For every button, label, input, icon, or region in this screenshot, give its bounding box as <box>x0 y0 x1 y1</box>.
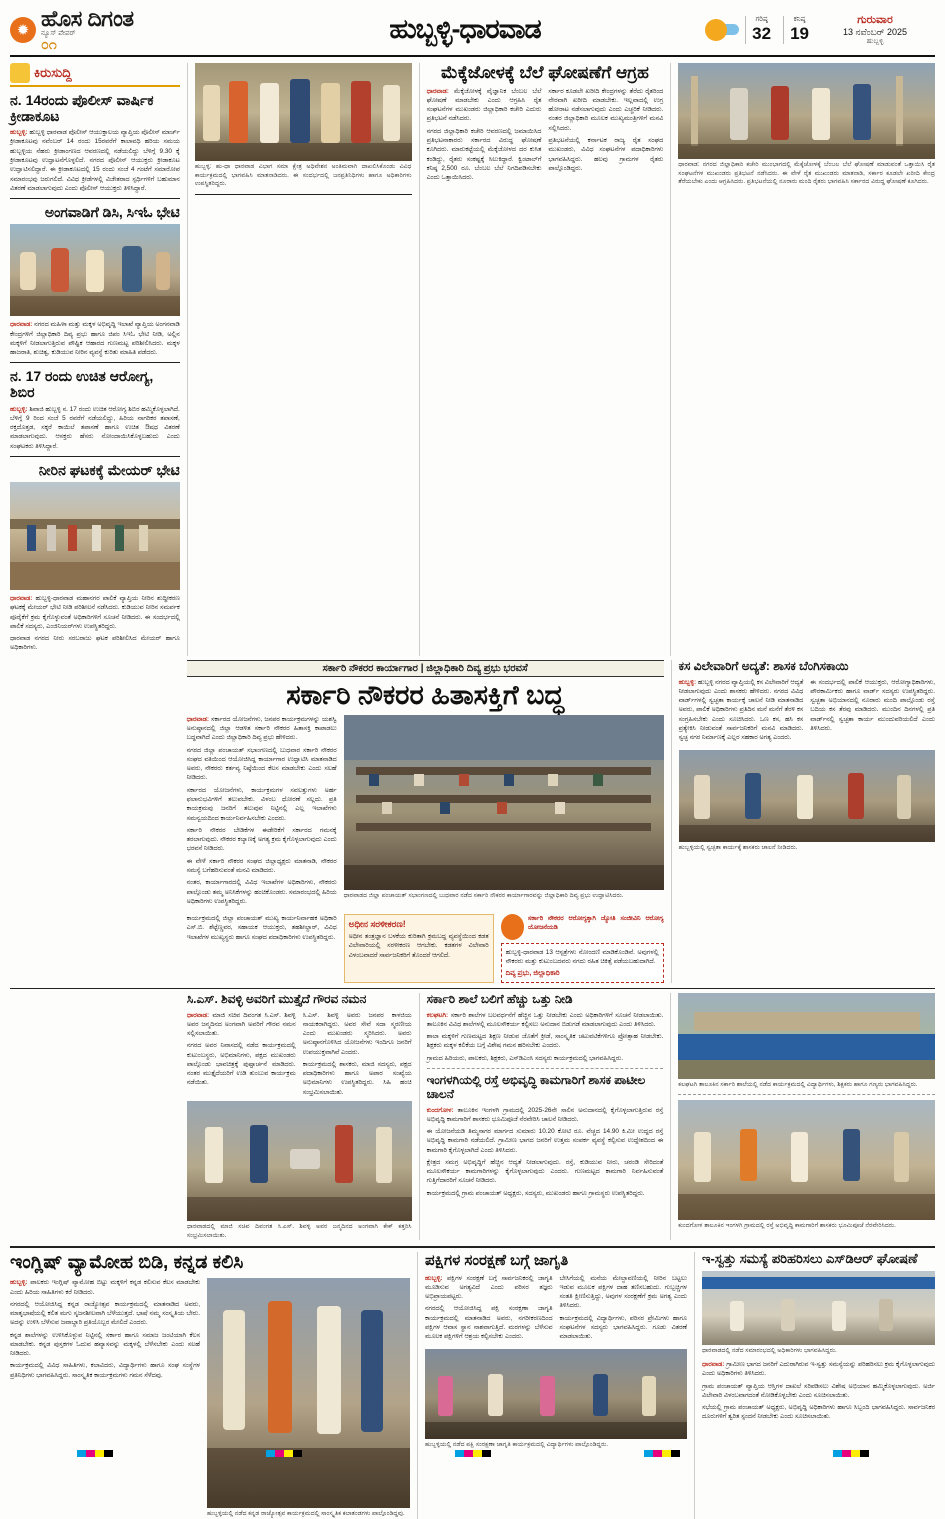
brief-4-body <box>10 594 180 653</box>
lead-band-spacer <box>10 660 180 983</box>
max-temp-value: 32 <box>752 23 772 43</box>
road-para-3: ಕ್ಷೇತ್ರದ ಸಮಗ್ರ ಅಭಿವೃದ್ಧಿಗೆ ಹೆಚ್ಚಿನ ಆದ್ಯತೆ ನೀಡಲಾಗುವುದು. ರಸ್ತೆ, ಕುಡಿಯುವ ನೀರು, ಚರಂಡಿ ಸೇರಿದಂತೆ ಮೂಲಸೌಕರ್ಯ ಕಾಮಗಾರಿಗಳನ್ನು ಕೈಗೊಳ್ಳಲಾಗುವುದು ಎಂದರು. ಗುಣಮಟ್ಟದ ಕಾಮಗಾರಿ ನಿರ್ವಹಿಸುವಂತೆ ಗುತ್ತಿಗೆದಾರರಿಗೆ ಸೂಚನೆ ನೀಡಿದರು. <box>426 1158 664 1185</box>
lead-story-col-a <box>195 200 412 286</box>
lead-story-text-left <box>187 715 337 909</box>
lead-para-1: ಸರ್ಕಾರದ ಯೋಜನೆಗಳು, ಜನಪರ ಕಾರ್ಯಕ್ರಮಗಳನ್ನು ಯಶಸ್ವಿ ಅನುಷ್ಠಾನದಲ್ಲಿ ಜಿಲ್ಲಾ ಆಡಳಿತ ಸರ್ಕಾರಿ ನೌಕರರ ಹಿತಾಸಕ್ತಿ ಕಾಪಾಡಲು ಬದ್ಧವಾಗಿದೆ ಎಂದು ಜಿಲ್ಲಾಧಿಕಾರಿ ದಿವ್ಯ ಪ್ರಭು ಹೇಳಿದರು. <box>186 715 337 742</box>
publication-date: 13 ನವೆಂಬರ್ 2025 <box>843 26 907 37</box>
shivalli-para-1: ಮಾಜಿ ಸಚಿವ ದಿವಂಗತ ಸಿ.ಎಸ್. ಶಿವಳ್ಳಿ ಅವರ ಜನ್ಮದಿನದ ಅಂಗವಾಗಿ ಅವರಿಗೆ ಗೌರವ ನಮನ ಸಲ್ಲಿಸಲಾಯಿತು. <box>186 1011 296 1038</box>
callout-title: ಅಧೀನ ಸರಳೀಕರಣ! <box>348 919 406 930</box>
lead-subnote-text: ಕಾರ್ಯಕ್ರಮದಲ್ಲಿ ಜಿಲ್ಲಾ ಪಂಚಾಯತ್ ಮುಖ್ಯ ಕಾರ್ಯನಿರ್ವಾಹಕ ಅಧಿಕಾರಿ ಎಸ್.ಬಿ. ಶೆಟ್ಟೆಣ್ಣವರ, ಸಹಾಯಕ ಆಯುಕ್ತರು, ತಹಶೀಲ್ದಾರ್, ವಿವಿಧ ಇಲಾಖೆಗಳ ಮುಖ್ಯಸ್ಥರು ಹಾಗೂ ಸಂಘದ ಪದಾಧಿಕಾರಿಗಳು ಉಪಸ್ಥಿತರಿದ್ದರು. <box>186 915 337 941</box>
protest-photo <box>678 63 935 159</box>
lead-story-dateline: ಧಾರವಾಡ: <box>186 715 209 723</box>
road-para-1: ತಾಲೂಕಿನ ಇಂಗಳಗಿ ಗ್ರಾಮದಲ್ಲಿ 2025-26ನೇ ಸಾಲಿನ ಅನುದಾನದಲ್ಲಿ ಕೈಗೊಳ್ಳಲಾಗುತ್ತಿರುವ ರಸ್ತೆ ಅಭಿವೃದ್ಧಿ ಕಾಮಗಾರಿಗೆ ಶಾಸಕರು ಭೂಮಿಪೂಜೆ ನೆರವೇರಿಸಿ ಚಾಲನೆ ನೀಡಿದರು. <box>426 1106 664 1123</box>
brief-2-dateline: ಧಾರವಾಡ: <box>10 321 33 329</box>
school-headline: ಸರ್ಕಾರಿ ಶಾಲೆ ಬಲಿಗೆ ಹೆಚ್ಚು ಒತ್ತು ನೀಡಿ <box>426 991 573 1006</box>
kirusuddi-title: ಕಿರುಸುದ್ದಿ <box>34 65 72 80</box>
brief-4-text: ಹುಬ್ಬಳ್ಳಿ-ಧಾರವಾಡ ಮಹಾನಗರ ಪಾಲಿಕೆ ವ್ಯಾಪ್ತಿಯ ನೀರಿನ ಶುದ್ಧೀಕರಣ ಘಟಕಕ್ಕೆ ಮೇಯರ್ ಭೇಟಿ ನೀಡಿ ಪರಿಶೀಲನೆ ನಡೆಸಿದರು. ಕುಡಿಯುವ ನೀರಿನ ಸಮರ್ಪಕ ಪೂರೈಕೆಗೆ ಕ್ರಮ ಕೈಗೊಳ್ಳುವಂತೆ ಅಧಿಕಾರಿಗಳಿಗೆ ಸೂಚನೆ ನೀಡಿದರು. ಈ ಸಂದರ್ಭದಲ್ಲಿ ಪಾಲಿಕೆ ಸದಸ್ಯರು, ಎಂಜಿನಿಯರ್‌ಗಳು ಉಪಸ್ಥಿತರಿದ್ದರು. <box>10 595 180 630</box>
date-block <box>815 14 935 46</box>
kannada-headline: ಇಂಗ್ಲಿಷ್ ವ್ಯಾಮೋಹ ಬಿಡಿ, ಕನ್ನಡ ಕಲಿಸಿ <box>10 1252 244 1274</box>
max-temp-label: ಗರಿಷ್ಠ <box>755 15 768 23</box>
brief-story-2 <box>10 204 180 357</box>
lead-story-headline: ಸರ್ಕಾರಿ ನೌಕರರ ಹಿತಾಸಕ್ತಿಗೆ ಬದ್ಧ <box>286 679 564 710</box>
birds-para-1: ಪಕ್ಷಿಗಳ ಸಂರಕ್ಷಣೆ ಬಗ್ಗೆ ಸಾರ್ವಜನಿಕರಲ್ಲಿ ಜಾಗೃತಿ ಮೂಡಿಸುವ ಅಗತ್ಯವಿದೆ ಎಂದು ಪರಿಸರ ತಜ್ಞರು ಅಭಿಪ್ರಾಯಪಟ್ಟರು. <box>425 1274 553 1301</box>
shivalli-para-3: ಸಿ.ಎಸ್. ಶಿವಳ್ಳಿ ಅವರು ಜನಪರ ಕಾಳಜಿಯ ನಾಯಕರಾಗಿದ್ದರು. ಅವರ ಸೇವೆ ಸದಾ ಸ್ಮರಣೀಯ ಎಂದು ಮುಖಂಡರು ಸ್ಮರಿಸಿದರು. ಅವರು ಅನುಷ್ಠಾನಗೊಳಿಸಿದ ಯೋಜನೆಗಳು ಇಂದಿಗೂ ಜನರಿಗೆ ಉಪಯುಕ್ತವಾಗಿವೆ ಎಂದರು. <box>302 1011 412 1056</box>
waste-body-a <box>679 678 804 746</box>
brief-4-caption: ಧಾರವಾಡ ನಗರದ ನೀರು ಸರಬರಾಜು ಘಟಕ ಪರಿಶೀಲಿಸಿದ ಮೇಯರ್ ಹಾಗೂ ಅಧಿಕಾರಿಗಳು. <box>10 635 180 652</box>
waste-body-b <box>810 678 935 746</box>
lead-story-photo-caption: ಧಾರವಾಡದ ಜಿಲ್ಲಾ ಪಂಚಾಯತ್ ಸಭಾಂಗಣದಲ್ಲಿ ಬುಧವಾರ ನಡೆದ ಸರ್ಕಾರಿ ನೌಕರರ ಕಾರ್ಯಾಗಾರವನ್ನು ಜಿಲ್ಲಾಧಿಕಾರಿ ದಿವ್ಯ ಪ್ರಭು ಉದ್ಘಾಟಿಸಿದರು. <box>343 891 624 899</box>
eswattu-para-3: ಸಭೆಯಲ್ಲಿ ಗ್ರಾಮ ಪಂಚಾಯತ್ ಅಧ್ಯಕ್ಷರು, ಅಭಿವೃದ್ಧಿ ಅಧಿಕಾರಿಗಳು ಹಾಗೂ ಸಿಬ್ಬಂದಿ ಭಾಗವಹಿಸಿದ್ದರು. ಸಾರ್ವಜನಿಕರ ದೂರುಗಳಿಗೆ ತ್ವರಿತ ಸ್ಪಂದನೆ ನೀಡಬೇಕು ಎಂದು ಸೂಚಿಸಲಾಯಿತು. <box>702 1404 935 1421</box>
bottom-story-c <box>694 1252 935 1519</box>
waste-text-b: ಈ ಸಂದರ್ಭದಲ್ಲಿ ಪಾಲಿಕೆ ಆಯುಕ್ತರು, ಆರೋಗ್ಯಾಧಿಕಾರಿಗಳು, ಪೌರಕಾರ್ಮಿಕರು ಹಾಗೂ ವಾರ್ಡ್ ಸದಸ್ಯರು ಉಪಸ್ಥಿತರಿದ್ದರು. ಸ್ವಚ್ಛತಾ ಅಭಿಯಾನದಲ್ಲಿ ನೂರಾರು ಮಂದಿ ಪಾಲ್ಗೊಂಡು ರಸ್ತೆ ಬದಿಯ ಕಸ ತೆರವು ಮಾಡಿದರು. ಮುಂದಿನ ದಿನಗಳಲ್ಲಿ ಪ್ರತಿ ವಾರ್ಡ್‌ನಲ್ಲಿ ಸ್ವಚ್ಛತಾ ಕಾರ್ಯ ಮುಂದುವರಿಯಲಿದೆ ಎಂದು ತಿಳಿಸಿದರು. <box>810 678 935 732</box>
school-photo <box>678 993 935 1079</box>
publication-name: ಹೊಸ ದಿಗಂತ <box>41 6 134 31</box>
brief-story-4 <box>10 462 180 653</box>
middle-spacer <box>10 993 180 1241</box>
waste-headline: ಕಸ ವಿಲೇವಾರಿಗೆ ಅದ್ಯತೆ: ಶಾಸಕ ಬೆಂಗಿಸಕಾಯಿ <box>678 658 849 673</box>
col4-waste-story <box>671 660 935 983</box>
page-number: ೦೧ <box>41 36 57 52</box>
top-event-photo <box>195 63 412 161</box>
column-two <box>187 63 412 656</box>
min-temp <box>783 16 815 44</box>
eswattu-photo <box>702 1271 935 1345</box>
lead-para-6: ನಂತರ, ಕಾರ್ಯಾಗಾರದಲ್ಲಿ ವಿವಿಧ ಇಲಾಖೆಗಳ ಅಧಿಕಾರಿಗಳು, ನೌಕರರು ಪಾಲ್ಗೊಂಡು ತಮ್ಮ ಅನಿಸಿಕೆಗಳನ್ನು ಹಂಚಿಕೊಂಡರು. ಸಮಾರಂಭದಲ್ಲಿ ಹಿರಿಯ ಅಧಿಕಾರಿಗಳು ಉಪಸ್ಥಿತರಿದ್ದರು. <box>186 879 337 905</box>
road-para-2: ಈ ಯೋಜನೆಯಡಿ ತಿಮ್ಮಸಾಗರ ಮಾರ್ಗದ ಸುಮಾರು 10.20 ಕೋಟಿ ರೂ. ವೆಚ್ಚದ 14.90 ಕಿ.ಮೀ ಉದ್ದದ ರಸ್ತೆ ಅಭಿವೃದ್ಧಿ ಕಾಮಗಾರಿ ನಡೆಯಲಿದೆ. ಗ್ರಾಮೀಣ ಭಾಗದ ಜನರಿಗೆ ಉತ್ತಮ ಸಂಪರ್ಕ ವ್ಯವಸ್ಥೆ ಕಲ್ಪಿಸುವ ಉದ್ದೇಶದಿಂದ ಈ ಕಾಮಗಾರಿ ಕೈಗೊಳ್ಳಲಾಗಿದೆ ಎಂದು ತಿಳಿಸಿದರು. <box>426 1128 664 1154</box>
shivalli-headline: ಸಿ.ಎಸ್. ಶಿವಳ್ಳಿ ಅವರಿಗೆ ಮುತ್ತೈದೆ ಗೌರವ ನಮನ <box>186 991 367 1006</box>
city-label: ಹುಬ್ಬಳ್ಳಿ <box>866 37 884 45</box>
kannada-para-1: ಪಾಲಕರು ಇಂಗ್ಲಿಷ್ ವ್ಯಾಮೋಹ ಬಿಟ್ಟು ಮಕ್ಕಳಿಗೆ ಕನ್ನಡ ಕಲಿಸುವ ಕೆಲಸ ಮಾಡಬೇಕು ಎಂದು ಹಿರಿಯ ಸಾಹಿತಿಗಳು ಕರೆ ನೀಡಿದರು. <box>10 1279 200 1296</box>
road-photo-caption: ಕುಂದಗೋಳ ತಾಲೂಕಿನ ಇಂಗಳಗಿ ಗ್ರಾಮದಲ್ಲಿ ರಸ್ತೆ ಅಭಿವೃದ್ಧಿ ಕಾಮಗಾರಿಗೆ ಶಾಸಕರು ಭೂಮಿಪೂಜೆ ನೆರವೇರಿಸಿದರು. <box>678 1222 896 1230</box>
min-temp-value: 19 <box>790 23 809 43</box>
lead-para-5: ಈ ವೇಳೆ ಸರ್ಕಾರಿ ನೌಕರರ ಸಂಘದ ಜಿಲ್ಲಾಧ್ಯಕ್ಷರು ಮಾತನಾಡಿ, ನೌಕರರ ಸಮಸ್ಯೆ ಬಗೆಹರಿಸುವಂತೆ ಮನವಿ ಮಾಡಿದರು. <box>186 857 337 875</box>
shivalli-para-2: ನಗರದ ಅವರ ನಿವಾಸದಲ್ಲಿ ನಡೆದ ಕಾರ್ಯಕ್ರಮದಲ್ಲಿ ಕುಟುಂಬಸ್ಥರು, ಅಭಿಮಾನಿಗಳು, ಪಕ್ಷದ ಮುಖಂಡರು ಪಾಲ್ಗೊಂಡು ಭಾವಚಿತ್ರಕ್ಕೆ ಪುಷ್ಪಾರ್ಚನೆ ಮಾಡಿದರು. ನಂತರ ಮುತ್ತೈದೆಯರಿಗೆ ಉಡಿ ತುಂಬುವ ಕಾರ್ಯಕ್ರಮ ನಡೆಯಿತು. <box>186 1042 296 1087</box>
waste-dateline: ಹುಬ್ಬಳ್ಳಿ: <box>678 678 697 686</box>
max-temp <box>745 16 777 44</box>
school-para-3: ಗ್ರಾಮದ ಹಿರಿಯರು, ಪಾಲಕರು, ಶಿಕ್ಷಕರು, ಎಸ್‌ಡಿಎಂಸಿ ಸದಸ್ಯರು ಕಾರ್ಯಕ್ರಮದಲ್ಲಿ ಭಾಗವಹಿಸಿದ್ದರು. <box>426 1054 624 1062</box>
road-headline: ಇಂಗಳಗಿಯಲ್ಲಿ ರಸ್ತೆ ಅಭಿವೃದ್ಧಿ ಕಾಮಗಾರಿಗೆ ಶಾಸಕ ಪಾಟೀಲ ಚಾಲನೆ <box>426 1072 646 1101</box>
min-temp-label: ಕನಿಷ್ಠ <box>793 15 806 23</box>
shivalli-dateline: ಧಾರವಾಡ: <box>186 1011 210 1019</box>
top-event-photo-caption: ಹುಬ್ಬಳ್ಳಿ: ಹು-ಧಾ ಧಾರವಾಡ ವಿಭಾಗ ಸಮಾ ಕ್ಷೇತ್ರ ಅಧಿವೇಶನ ಅಂತಿಮವಾಗಿ ದಾಖಲಿಸಿಕೊಂಡು ವಿವಿಧ ಕಾರ್ಯಕ್ರಮದಲ್ಲಿ ಭಾಗವಹಿಸಿ ಮಾತನಾಡಿದರು. ಈ ಸಂದರ್ಭದಲ್ಲಿ ಜನಪ್ರತಿನಿಧಿಗಳು ಹಾಗೂ ಅಧಿಕಾರಿಗಳು ಉಪಸ್ಥಿತರಿದ್ದರು. <box>194 163 412 188</box>
shivalli-photo <box>187 1101 412 1221</box>
eswattu-dateline: ಧಾರವಾಡ: <box>702 1360 725 1368</box>
kirusuddi-header <box>10 63 180 87</box>
shivalli-photo-caption: ಧಾರವಾಡದಲ್ಲಿ ಮಾಜಿ ಸಚಿವ ದಿವಂಗತ ಸಿ.ಎಸ್. ಶಿವಳ್ಳಿ ಅವರ ಜನ್ಮದಿನದ ಅಂಗವಾಗಿ ಕೇಕ್ ಕತ್ತರಿಸಿ ಸಂಭ್ರಮಿಸಲಾಯಿತು. <box>186 1223 412 1239</box>
maize-headline: ಮೆಕ್ಕೆಜೋಳಕ್ಕೆ ಬೆಲೆ ಘೋಷಣೆಗೆ ಆಗ್ರಹ <box>440 63 649 82</box>
kannada-photo <box>207 1278 410 1508</box>
birds-para-4: ಕಾರ್ಯಕ್ರಮದಲ್ಲಿ ವಿದ್ಯಾರ್ಥಿಗಳು, ಪರಿಸರ ಪ್ರೇಮಿಗಳು ಹಾಗೂ ಸಂಘಟನೆಗಳ ಸದಸ್ಯರು ಭಾಗವಹಿಸಿದ್ದರು. ಗೂಡು ವಿತರಣೆ ಮಾಡಲಾಯಿತು. <box>559 1314 687 1341</box>
brief-3-body <box>10 405 180 451</box>
road-para-4: ಕಾರ್ಯಕ್ರಮದಲ್ಲಿ ಗ್ರಾಮ ಪಂಚಾಯತ್ ಅಧ್ಯಕ್ಷರು, ಸದಸ್ಯರು, ಮುಖಂಡರು ಹಾಗೂ ಗ್ರಾಮಸ್ಥರು ಉಪಸ್ಥಿತರಿದ್ದರು. <box>426 1189 645 1197</box>
birds-body <box>425 1274 687 1345</box>
lead-story-kicker: ಸರ್ಕಾರಿ ನೌಕರರ ಕಾರ್ಯಾಗಾರ | ಜಿಲ್ಲಾಧಿಕಾರಿ ದಿವ್ಯ ಪ್ರಭು ಭರವಸೆ <box>187 660 664 677</box>
waste-photo <box>679 750 935 842</box>
lead-story-photo <box>344 715 664 890</box>
color-registration-marks <box>0 1450 945 1457</box>
brief-1-headline: ನ. 14ರಂದು ಪೊಲೀಸ್ ವಾರ್ಷಿಕ ಕ್ರೀಡಾಕೂಟ <box>10 92 154 125</box>
publication-tagline: ನ್ಯೂಸ್ ಪೇಪರ್ <box>41 30 76 37</box>
quote-title: ಸರ್ಕಾರಿ ನೌಕರರ ಆರೋಗ್ಯಕ್ಕಾಗಿ ಜ್ಯೋತಿ ಸಂಜೀವಿನಿ ಆರೋಗ್ಯ ಯೋಜನೆಯಡಿ <box>527 915 664 932</box>
column-four <box>670 63 935 656</box>
brief-2-photo <box>10 224 180 316</box>
brief-2-body <box>10 320 180 357</box>
lead-quote <box>501 914 664 983</box>
brief-1-body <box>10 128 180 193</box>
birds-photo-caption: ಹುಬ್ಬಳ್ಳಿಯಲ್ಲಿ ನಡೆದ ಪಕ್ಷಿ ಸಂರಕ್ಷಣಾ ಜಾಗೃತಿ ಕಾರ್ಯಕ್ರಮದಲ್ಲಿ ವಿದ್ಯಾರ್ಥಿಗಳು ಪಾಲ್ಗೊಂಡಿದ್ದರು. <box>425 1440 609 1448</box>
brief-2-text: ನಗರದ ಮಹಿಳಾ ಮತ್ತು ಮಕ್ಕಳ ಅಭಿವೃದ್ಧಿ ಇಲಾಖೆ ವ್ಯಾಪ್ತಿಯ ಅಂಗನವಾಡಿ ಕೇಂದ್ರಗಳಿಗೆ ಜಿಲ್ಲಾಧಿಕಾರಿ ದಿವ್ಯ ಪ್ರಭು ಹಾಗೂ ಜಿಪಂ ಸಿಇಓ ಭೇಟಿ ನೀಡಿ, ಅಲ್ಲಿನ ಮಕ್ಕಳಿಗೆ ನೀಡಲಾಗುತ್ತಿರುವ ಪೌಷ್ಟಿಕ ಆಹಾರದ ಗುಣಮಟ್ಟ ಪರಿಶೀಲಿಸಿದರು. ಮಕ್ಕಳ ಹಾಜರಾತಿ, ಶುಚಿತ್ವ, ಕುಡಿಯುವ ನೀರಿನ ವ್ಯವಸ್ಥೆ ಕುರಿತು ಮಾಹಿತಿ ಪಡೆದರು. <box>10 321 180 357</box>
publication-logo[interactable] <box>10 8 225 51</box>
weather-widget <box>705 16 815 44</box>
brief-4-photo <box>10 482 180 590</box>
briefs-icon <box>10 63 30 83</box>
maize-para-1: ಮೆಕ್ಕೆಜೋಳಕ್ಕೆ ವೈಜ್ಞಾನಿಕ ಬೆಂಬಲ ಬೆಲೆ ಘೋಷಣೆ ಮಾಡಬೇಕು ಎಂದು ಆಗ್ರಹಿಸಿ ರೈತ ಸಂಘಟನೆಗಳ ಮುಖಂಡರು ಜಿಲ್ಲಾಧಿಕಾರಿ ಕಚೇರಿ ಎದುರು ಪ್ರತಿಭಟನೆ ನಡೆಸಿದರು. <box>426 87 542 123</box>
lead-para-3: ಸರ್ಕಾರದ ಯೋಜನೆಗಳು, ಕಾರ್ಯಕ್ರಮಗಳ ಸವಲತ್ತುಗಳು ಅರ್ಹ ಫಲಾನುಭವಿಗಳಿಗೆ ತಲುಪಬೇಕು. ವಿಳಂಬ ಧೋರಣೆ ಸಲ್ಲದು. ಪ್ರತಿ ಕಾಯಕ್ರಮವು ಜನರಿಗೆ ತಲುಪುವ ನಿಟ್ಟಿನಲ್ಲಿ ಎಲ್ಲ ಇಲಾಖೆಗಳು ಸಮನ್ವಯದಿಂದ ಕಾರ್ಯನಿರ್ವಹಿಸಬೇಕು ಎಂದರು. <box>186 786 337 822</box>
kannada-para-2: ನಗರದಲ್ಲಿ ಆಯೋಜಿಸಿದ್ದ ಕನ್ನಡ ರಾಜ್ಯೋತ್ಸವ ಕಾರ್ಯಕ್ರಮದಲ್ಲಿ ಮಾತನಾಡಿದ ಅವರು, ಮಾತೃಭಾಷೆಯಲ್ಲಿ ಕಲಿತ ಮಗು ಸೃಜನಶೀಲವಾಗಿ ಬೆಳೆಯುತ್ತದೆ. ಭಾಷೆ ನಮ್ಮ ಸಂಸ್ಕೃತಿಯ ಬೇರು. ಅದನ್ನು ಉಳಿಸಿ ಬೆಳೆಸುವ ಜವಾಬ್ದಾರಿ ಪ್ರತಿಯೊಬ್ಬರ ಮೇಲಿದೆ ಎಂದರು. <box>10 1300 200 1327</box>
lead-para-4: ಸರ್ಕಾರಿ ನೌಕರರ ಬೇಡಿಕೆಗಳ ಈಡೇರಿಕೆಗೆ ಸರ್ಕಾರದ ಗಮನಕ್ಕೆ ತರಲಾಗುವುದು. ನೌಕರರ ಕಲ್ಯಾಣಕ್ಕೆ ಅಗತ್ಯ ಕ್ರಮ ಕೈಗೊಳ್ಳಲಾಗುವುದು ಎಂದು ಭರವಸೆ ನೀಡಿದರು. <box>186 826 337 853</box>
column-one <box>10 63 180 656</box>
brief-1-text: ಹುಬ್ಬಳ್ಳಿ ಧಾರವಾಡ ಪೊಲೀಸ್ ಆಯುಕ್ತಾಲಯ ವ್ಯಾಪ್ತಿಯ ಪೊಲೀಸ್ ಮಾರ್ಚ್ ಕ್ರೀಡಾಕೂಟವು ನವೆಂಬರ್ 14 ರಂದು 15ರವರೆಗೆ ಕಾಲಾವಧಿ ಹರಿಯ ಸಮಯ ಹುಬ್ಬಳ್ಳಿಯ ನೆಹರು ಕ್ರೀಡಾಂಗಣದ ಆವರಣದಲ್ಲಿ ನಡೆಯಲಿದ್ದು ಬೆಳಿಗ್ಗೆ 9.30 ಕ್ಕೆ ಕ್ರೀಡಾಕೂಟವು ಉದ್ಘಾಟನೆಗೊಳ್ಳಲಿದೆ. ನಗರದ ಪೊಲೀಸ್ ಆಯುಕ್ತರು ಕ್ರೀಡಾಕೂಟ ಉದ್ಘಾಟಿಸಲಿದ್ದಾರೆ. ಈ ಕ್ರೀಡಾಕೂಟದಲ್ಲಿ 15 ರಂದು ಸಂಜೆ 4 ಗಂಟೆಗೆ ಸಮಾರೋಪ ಸಮಾರಂಭವು ಜರುಗಲಿದೆ. ವಿವಿಧ ಕ್ರೀಡೆಗಳಲ್ಲಿ ವಿಜೇತರಾದ ಸ್ಪರ್ಧಿಗಳಿಗೆ ಬಹುಮಾನ ವಿತರಣೆ ಮಾಡಲಾಗುವುದು ಎಂದು ಪೊಲೀಸ್ ಆಯುಕ್ತರು ತಿಳಿಸಿದ್ದಾರೆ. <box>10 129 180 192</box>
bottom-story-b <box>417 1252 687 1519</box>
eswattu-photo-caption: ಧಾರವಾಡದಲ್ಲಿ ನಡೆದ ಸಮಾರಂಭದಲ್ಲಿ ಅಧಿಕಾರಿಗಳು ಭಾಗವಹಿಸಿದ್ದರು. <box>702 1347 837 1355</box>
school-para-2: ಶಾಲಾ ಮಕ್ಕಳಿಗೆ ಗುಣಮಟ್ಟದ ಶಿಕ್ಷಣ ನೀಡುವ ಜೊತೆಗೆ ಕ್ರೀಡೆ, ಸಾಂಸ್ಕೃತಿಕ ಚಟುವಟಿಕೆಗಳಿಗೂ ಪ್ರೋತ್ಸಾಹ ನೀಡಬೇಕು. ಶಿಕ್ಷಕರು ಮಕ್ಕಳ ಕಲಿಕೆಯ ಬಗ್ಗೆ ವಿಶೇಷ ಗಮನ ಹರಿಸಬೇಕು ಎಂದರು. <box>426 1033 664 1050</box>
birds-dateline: ಹುಬ್ಬಳ್ಳಿ: <box>425 1274 443 1282</box>
brief-4-dateline: ಧಾರವಾಡ: <box>10 595 33 603</box>
brief-story-3 <box>10 368 180 451</box>
column-three <box>419 63 664 656</box>
eswattu-headline: ಇ-ಸ್ವತ್ತು ಸಮಸ್ಯೆ ಪರಿಹರಿಸಲು ಎಸ್‌ಡಿಆರ್ ಘೋಷಣೆ <box>702 1251 918 1267</box>
quote-mark-icon <box>501 914 524 940</box>
school-and-road <box>419 993 664 1241</box>
maize-para-3: ಸರ್ಕಾರ ಕೂಡಲೇ ಖರೀದಿ ಕೇಂದ್ರಗಳನ್ನು ತೆರೆದು ರೈತರಿಂದ ನೇರವಾಗಿ ಖರೀದಿ ಮಾಡಬೇಕು. ಇಲ್ಲವಾದಲ್ಲಿ ಉಗ್ರ ಹೋರಾಟ ನಡೆಸಲಾಗುವುದು ಎಂದು ಎಚ್ಚರಿಕೆ ನೀಡಿದರು. ನಂತರ ಜಿಲ್ಲಾಧಿಕಾರಿ ಮೂಲಕ ಮುಖ್ಯಮಂತ್ರಿಗಳಿಗೆ ಮನವಿ ಸಲ್ಲಿಸಿದರು. <box>548 87 664 132</box>
lead-story <box>187 660 664 983</box>
edition-title: ಹುಬ್ಬಳ್ಳಿ-ಧಾರವಾಡ <box>389 13 541 44</box>
school-dateline: ಕಲಘಟಗಿ: <box>426 1011 449 1019</box>
eswattu-para-2: ಗ್ರಾಮ ಪಂಚಾಯತ್ ವ್ಯಾಪ್ತಿಯ ಆಸ್ತಿಗಳ ದಾಖಲೆ ಸರಿಪಡಿಸಲು ವಿಶೇಷ ಅಭಿಯಾನ ಹಮ್ಮಿಕೊಳ್ಳಲಾಗುವುದು. ಅರ್ಜಿ ವಿಲೇವಾರಿ ವಿಳಂಬವಾಗದಂತೆ ನೋಡಿಕೊಳ್ಳಬೇಕು ಎಂದು ಸೂಚಿಸಲಾಯಿತು. <box>702 1382 935 1399</box>
birds-headline: ಪಕ್ಷಿಗಳ ಸಂರಕ್ಷಣೆ ಬಗ್ಗೆ ಜಾಗೃತಿ <box>425 1252 569 1270</box>
school-photo-caption: ಕಲಘಟಗಿ ತಾಲೂಕಿನ ಸರ್ಕಾರಿ ಶಾಲೆಯಲ್ಲಿ ನಡೆದ ಕಾರ್ಯಕ್ರಮದಲ್ಲಿ ವಿದ್ಯಾರ್ಥಿಗಳು, ಶಿಕ್ಷಕರು ಹಾಗೂ ಗಣ್ಯರು ಭಾಗವಹಿಸಿದ್ದರು. <box>678 1080 918 1088</box>
kannada-body <box>10 1278 200 1519</box>
school-body <box>427 1011 664 1063</box>
lead-story-subnote <box>187 914 337 983</box>
waste-text-a: ಹುಬ್ಬಳ್ಳಿ ನಗರದ ವ್ಯಾಪ್ತಿಯಲ್ಲಿ ಕಸ ವಿಲೇವಾರಿಗೆ ಆದ್ಯತೆ ನೀಡಲಾಗುವುದು ಎಂದು ಶಾಸಕರು ಹೇಳಿದರು. ನಗರದ ವಿವಿಧ ವಾರ್ಡ್‌ಗಳಲ್ಲಿ ಸ್ವಚ್ಛತಾ ಕಾರ್ಯಕ್ಕೆ ಚಾಲನೆ ನೀಡಿ ಮಾತನಾಡಿದ ಅವರು, ಪಾಲಿಕೆ ಅಧಿಕಾರಿಗಳು ಪ್ರತಿದಿನ ಮನೆ ಮನೆಗೆ ತೆರಳಿ ಕಸ ಸಂಗ್ರಹಿಸಬೇಕು ಎಂದು ಸೂಚಿಸಿದರು. ಒಣ ಕಸ, ಹಸಿ ಕಸ ಪ್ರತ್ಯೇಕಿಸಿ ನೀಡುವಂತೆ ಸಾರ್ವಜನಿಕರಿಗೆ ಮನವಿ ಮಾಡಿದರು. ಸ್ವಚ್ಛ ನಗರ ನಿರ್ಮಾಣಕ್ಕೆ ಎಲ್ಲರ ಸಹಕಾರ ಅಗತ್ಯ ಎಂದರು. <box>678 678 804 742</box>
edition-title-block <box>225 14 705 46</box>
lead-callout <box>344 914 494 983</box>
weekday: ಗುರುವಾರ <box>857 13 893 26</box>
maize-body <box>427 87 664 183</box>
shivalli-story <box>187 993 412 1241</box>
bottom-band <box>10 1246 935 1519</box>
birds-para-3: ಬೇಸಿಗೆಯಲ್ಲಿ ಮನೆಯ ಮೇಲ್ಛಾವಣಿಯಲ್ಲಿ ನೀರಿನ ಬಟ್ಟಲು ಇಡುವ ಮೂಲಕ ಪಕ್ಷಿಗಳ ದಾಹ ತಣಿಸಬಹುದು. ಗುಬ್ಬಚ್ಚಿಗಳ ಸಂತತಿ ಕ್ಷೀಣಿಸುತ್ತಿದ್ದು, ಅವುಗಳ ಸಂರಕ್ಷಣೆಗೆ ಕ್ರಮ ಅಗತ್ಯ ಎಂದು ತಿಳಿಸಿದರು. <box>559 1274 687 1310</box>
bottom-story-a <box>10 1252 410 1519</box>
middle-band <box>10 988 935 1241</box>
brief-1-dateline: ಹುಬ್ಬಳ್ಳಿ: <box>10 129 28 137</box>
birds-photo <box>425 1349 687 1439</box>
road-dateline: ಕುಂದಗೋಳ: <box>426 1106 454 1114</box>
eswattu-para-1: ಗ್ರಾಮೀಣ ಭಾಗದ ಜನರಿಗೆ ಎದುರಾಗಿರುವ ಇ-ಸ್ವತ್ತು ಸಮಸ್ಯೆಯನ್ನು ಪರಿಹರಿಸಲು ಕ್ರಮ ಕೈಗೊಳ್ಳಲಾಗುವುದು ಎಂದು ಅಧಿಕಾರಿಗಳು ತಿಳಿಸಿದರು. <box>702 1360 935 1378</box>
callout-text: ಅಧೀನ ತಂತ್ರಜ್ಞಾನ ಬಳಕೆಯ ಕುರಿತಾಗಿ ಕ್ರಮಬದ್ಧ ವ್ಯವಸ್ಥೆಯಿಂದ ಕಡತ ವಿಲೇವಾರಿಯಲ್ಲಿ ಸರಳೀಕರಣ ಆಗಬೇಕು. ಕಡತಗಳ ವಿಲೇವಾರಿ ವಿಳಂಬವಾದರೆ ಸಾರ್ವಜನಿಕರಿಗೆ ತೊಂದರೆ ಆಗಲಿದೆ. <box>348 933 489 959</box>
protest-photo-caption: ಧಾರವಾಡ: ನಗರದ ಜಿಲ್ಲಾಧಿಕಾರಿ ಕಚೇರಿ ಮುಂಭಾಗದಲ್ಲಿ ಮೆಕ್ಕೆಜೋಳಕ್ಕೆ ಬೆಂಬಲ ಬೆಲೆ ಘೋಷಣೆ ಮಾಡುವಂತೆ ಒತ್ತಾಯಿಸಿ ರೈತ ಸಂಘಟನೆಗಳ ಮುಖಂಡರು ಪ್ರತಿಭಟನೆ ನಡೆಸಿದರು. ಈ ವೇಳೆ ರೈತ ಮುಖಂಡರು ಮಾತನಾಡಿ, ಸರ್ಕಾರ ಕೂಡಲೇ ಖರೀದಿ ಕೇಂದ್ರ ತೆರೆಯಬೇಕು ಎಂದು ಆಗ್ರಹಿಸಿದರು. ಪ್ರತಿಭಟನೆಯಲ್ಲಿ ನೂರಾರು ಮಂದಿ ರೈತರು ಭಾಗವಹಿಸಿ ಸರ್ಕಾರದ ವಿರುದ್ಧ ಘೋಷಣೆ ಕೂಗಿದರು. <box>678 161 935 186</box>
maize-para-2: ನಗರದ ಜಿಲ್ಲಾಧಿಕಾರಿ ಕಚೇರಿ ಆವರಣದಲ್ಲಿ ಜಮಾಯಿಸಿದ ಪ್ರತಿಭಟನಾಕಾರರು ಸರ್ಕಾರದ ವಿರುದ್ಧ ಘೋಷಣೆ ಕೂಗಿದರು. ಮಾರುಕಟ್ಟೆಯಲ್ಲಿ ಮೆಕ್ಕೆಜೋಳದ ದರ ಕುಸಿತ ಕಂಡಿದ್ದು, ರೈತರು ಸಂಕಷ್ಟಕ್ಕೆ ಸಿಲುಕಿದ್ದಾರೆ. ಕ್ವಿಂಟಾಲ್‌ಗೆ ಕನಿಷ್ಠ 2,500 ರೂ. ಬೆಂಬಲ ಬೆಲೆ ನಿಗದಿಪಡಿಸಬೇಕು ಎಂದು ಒತ್ತಾಯಿಸಿದರು. <box>426 127 542 182</box>
road-body <box>427 1106 664 1199</box>
logo-emblem-icon: ✹ <box>10 17 36 43</box>
kannada-photo-caption: ಹುಬ್ಬಳ್ಳಿಯಲ್ಲಿ ನಡೆದ ಕನ್ನಡ ರಾಜ್ಯೋತ್ಸವ ಕಾರ್ಯಕ್ರಮದಲ್ಲಿ ಸಾಂಸ್ಕೃತಿಕ ಕಲಾತಂಡಗಳು ಪಾಲ್ಗೊಂಡಿದ್ದವು. <box>207 1510 405 1518</box>
brief-story-1 <box>10 92 180 193</box>
kannada-dateline: ಹುಬ್ಬಳ್ಳಿ: <box>10 1279 28 1287</box>
brief-4-headline: ನೀರಿನ ಘಟಕಕ್ಕೆ ಮೇಯರ್ ಭೇಟಿ <box>38 461 180 478</box>
road-photo <box>678 1100 935 1220</box>
quote-attribution: ದಿವ್ಯ ಪ್ರಭು, ಜಿಲ್ಲಾಧಿಕಾರಿ <box>505 969 560 977</box>
quote-text: ಹುಬ್ಬಳ್ಳಿ-ಧಾರವಾಡ 13 ಆಸ್ಪತ್ರೆಗಳು ನೋಂದಣಿ ಮಾಡಿಕೊಂಡಿವೆ. ಅವುಗಳಲ್ಲಿ ನೌಕರರು ಮತ್ತು ಕುಟುಂಬದವರು ನಗದು ರಹಿತ ಚಿಕಿತ್ಸೆ ಪಡೆಯಬಹುದಾಗಿದೆ. <box>505 949 659 966</box>
brief-3-headline: ನ. 17 ರಂದು ಉಚಿತ ಆರೋಗ್ಯ, ಶಿಬಿರ <box>10 368 154 401</box>
brief-3-dateline: ಹುಬ್ಬಳ್ಳಿ: <box>10 405 28 413</box>
birds-para-2: ನಗರದಲ್ಲಿ ಆಯೋಜಿಸಿದ್ದ ಪಕ್ಷಿ ಸಂರಕ್ಷಣಾ ಜಾಗೃತಿ ಕಾರ್ಯಕ್ರಮದಲ್ಲಿ ಮಾತನಾಡಿದ ಅವರು, ನಗರೀಕರಣದಿಂದ ಪಕ್ಷಿಗಳ ಆವಾಸ ಸ್ಥಾನ ನಾಶವಾಗುತ್ತಿದೆ. ಮರಗಳನ್ನು ಬೆಳೆಸುವ ಮೂಲಕ ಪಕ್ಷಿಗಳಿಗೆ ಆಶ್ರಯ ಕಲ್ಪಿಸಬೇಕು ಎಂದರು. <box>425 1305 553 1341</box>
kannada-para-3: ಕನ್ನಡ ಶಾಲೆಗಳನ್ನು ಉಳಿಸಿಕೊಳ್ಳುವ ನಿಟ್ಟಿನಲ್ಲಿ ಸರ್ಕಾರ ಹಾಗೂ ಸಮಾಜ ಜಂಟಿಯಾಗಿ ಕೆಲಸ ಮಾಡಬೇಕು. ಕನ್ನಡ ಪುಸ್ತಕಗಳ ಓದುವ ಹವ್ಯಾಸವನ್ನು ಮಕ್ಕಳಲ್ಲಿ ಬೆಳೆಸಬೇಕು ಎಂದು ಸಲಹೆ ನೀಡಿದರು. <box>10 1331 200 1358</box>
maize-para-4: ಪ್ರತಿಭಟನೆಯಲ್ಲಿ ಕರ್ನಾಟಕ ರಾಜ್ಯ ರೈತ ಸಂಘದ ಮುಖಂಡರು, ವಿವಿಧ ಸಂಘಟನೆಗಳ ಪದಾಧಿಕಾರಿಗಳು ಭಾಗವಹಿಸಿದ್ದರು. ಹಲವು ಗ್ರಾಮಗಳ ರೈತರು ಪಾಲ್ಗೊಂಡಿದ್ದರು. <box>548 136 664 172</box>
main-grid <box>10 63 935 656</box>
shivalli-body <box>187 1011 412 1098</box>
sun-icon <box>705 19 727 41</box>
kannada-para-4: ಕಾರ್ಯಕ್ರಮದಲ್ಲಿ ವಿವಿಧ ಸಾಹಿತಿಗಳು, ಕಲಾವಿದರು, ವಿದ್ಯಾರ್ಥಿಗಳು ಹಾಗೂ ಸಂಘ ಸಂಸ್ಥೆಗಳ ಪ್ರತಿನಿಧಿಗಳು ಭಾಗವಹಿಸಿದ್ದರು. ಸಾಂಸ್ಕೃತಿಕ ಕಾರ್ಯಕ್ರಮಗಳು ಗಮನ ಸೆಳೆದವು. <box>10 1362 200 1379</box>
maize-dateline: ಧಾರವಾಡ: <box>426 87 449 95</box>
brief-2-headline: ಅಂಗವಾಡಿಗೆ ಡಿಸಿ, ಸಿಇಓ ಭೇಟಿ <box>44 204 180 221</box>
lead-band <box>10 660 935 983</box>
school-road-photos <box>670 993 935 1241</box>
shivalli-para-4: ಕಾರ್ಯಕ್ರಮದಲ್ಲಿ ಶಾಸಕರು, ಮಾಜಿ ಸದಸ್ಯರು, ಪಕ್ಷದ ಪದಾಧಿಕಾರಿಗಳು ಹಾಗೂ ಅಪಾರ ಸಂಖ್ಯೆಯ ಅಭಿಮಾನಿಗಳು ಉಪಸ್ಥಿತರಿದ್ದರು. ಸಿಹಿ ಹಂಚಿ ಸಂಭ್ರಮಿಸಲಾಯಿತು. <box>302 1060 412 1096</box>
masthead <box>10 8 935 57</box>
lead-para-2: ನಗರದ ಜಿಲ್ಲಾ ಪಂಚಾಯತ್ ಸಭಾಂಗಣದಲ್ಲಿ ಬುಧವಾರ ಸರ್ಕಾರಿ ನೌಕರರ ಸಂಘದ ವತಿಯಿಂದ ಆಯೋಜಿಸಿದ್ದ ಕಾರ್ಯಾಗಾರ ಉದ್ಘಾಟಿಸಿ ಮಾತನಾಡಿದ ಅವರು, ನೌಕರರು ಕರ್ತವ್ಯ ನಿಷ್ಠೆಯಿಂದ ಕೆಲಸ ಮಾಡಬೇಕು ಎಂದು ಸಲಹೆ ನೀಡಿದರು. <box>186 746 337 782</box>
waste-photo-caption: ಹುಬ್ಬಳ್ಳಿಯಲ್ಲಿ ಸ್ವಚ್ಛತಾ ಕಾರ್ಯಕ್ಕೆ ಶಾಸಕರು ಚಾಲನೆ ನೀಡಿದರು. <box>678 843 798 851</box>
brief-3-text: ಶಿವಾಜಿ ಹುಬ್ಬಳ್ಳಿ ನ. 17 ರಂದು ಉಚಿತ ಆರೋಗ್ಯ ಶಿಬಿರ ಹಮ್ಮಿಕೊಳ್ಳಲಾಗಿದೆ. ಬೆಳಿಗ್ಗೆ 9 ರಿಂದ ಸಂಜೆ 5 ರವರೆಗೆ ನಡೆಯಲಿದ್ದು, ಹಿರಿಯ ನಾಗರಿಕರ ತಪಾಸಣೆ, ರಕ್ತದೊತ್ತಡ, ಸಕ್ಕರೆ ಕಾಯಿಲೆ ತಪಾಸಣೆ ಹಾಗೂ ಉಚಿತ ಔಷಧ ವಿತರಣೆ ಮಾಡಲಾಗುವುದು. ಆಸಕ್ತರು ಹೆಸರು ನೋಂದಾಯಿಸಿಕೊಳ್ಳಬಹುದು ಎಂದು ಸಂಘಟಕರು ತಿಳಿಸಿದ್ದಾರೆ. <box>10 405 180 450</box>
eswattu-body <box>702 1360 935 1422</box>
school-para-1: ಸರ್ಕಾರಿ ಶಾಲೆಗಳ ಬಲವರ್ಧನೆಗೆ ಹೆಚ್ಚಿನ ಒತ್ತು ನೀಡಬೇಕು ಎಂದು ಅಧಿಕಾರಿಗಳಿಗೆ ಸೂಚನೆ ನೀಡಲಾಯಿತು. ತಾಲೂಕಿನ ವಿವಿಧ ಶಾಲೆಗಳಲ್ಲಿ ಮೂಲಸೌಕರ್ಯ ಕಲ್ಪಿಸಲು ಅನುದಾನ ಬಿಡುಗಡೆ ಮಾಡಲಾಗುವುದು ಎಂದು ತಿಳಿಸಿದರು. <box>426 1011 664 1028</box>
